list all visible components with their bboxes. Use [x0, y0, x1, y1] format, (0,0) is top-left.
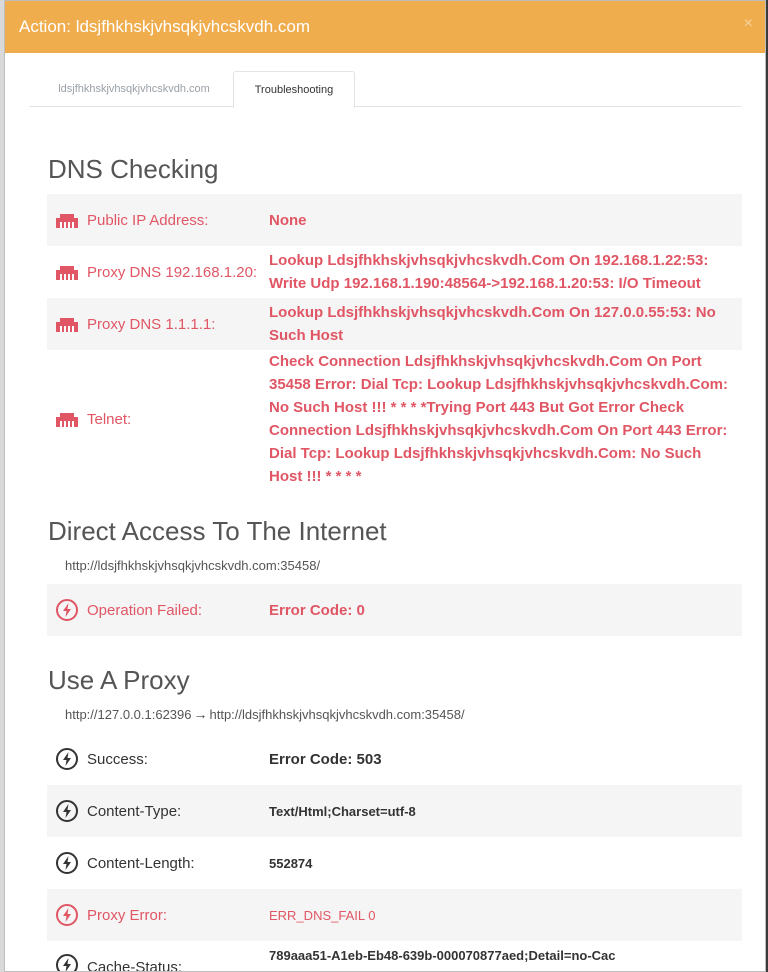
- modal-header: [5, 1, 765, 53]
- direct-url-text: http://ldsjfhkhskjvhsqkjvhcskvdh.com:35458/: [65, 558, 321, 573]
- proxy-section-title: Use A Proxy: [48, 665, 190, 695]
- success-value: Error Code: 503: [269, 750, 382, 768]
- bolt-circle-icon: [47, 903, 87, 927]
- content-length-value: 552874: [269, 855, 313, 871]
- operation-failed-label: Operation Failed:: [87, 601, 203, 619]
- proxy-error-value: ERR_DNS_FAIL 0: [269, 907, 376, 923]
- action-modal: [4, 0, 766, 972]
- public-ip-value: None: [269, 211, 307, 229]
- proxy-row-proxy-error: [47, 889, 742, 941]
- dns-row-public-ip: [47, 194, 742, 246]
- operation-failed-value: Error Code: 0: [269, 601, 365, 619]
- tab-domain[interactable]: ldsjfhkhskjvhsqkjvhcskvdh.com: [58, 83, 210, 95]
- proxy-row-success: [47, 733, 742, 785]
- proxy-url: [65, 706, 465, 722]
- proxy-row-content-type: [47, 785, 742, 837]
- proxy-row-content-length: [47, 837, 742, 889]
- arrow-right-icon: →: [193, 706, 208, 722]
- cache-status-label: Cache-Status:: [87, 959, 183, 972]
- proxy-dns-2-label: Proxy DNS 1.1.1.1:: [87, 315, 216, 333]
- ethernet-port-icon: [47, 211, 87, 229]
- direct-url: [65, 558, 320, 573]
- proxy-dns-1-label: Proxy DNS 192.168.1.20:: [87, 263, 258, 281]
- proxy-row-cache-status: [47, 941, 742, 972]
- proxy-dns-2-value: Lookup Ldsjfhkhskjvhsqkjvhcskvdh.Com On 127.0.0.55:53: No Such Host: [269, 304, 716, 344]
- success-label: Success:: [87, 750, 148, 768]
- direct-row-operation: [47, 584, 742, 636]
- dns-row-proxy-dns-2: [47, 298, 742, 350]
- bolt-circle-icon: [47, 947, 87, 972]
- bolt-circle-icon: [47, 747, 87, 771]
- close-icon[interactable]: ×: [743, 15, 753, 32]
- content-length-label: Content-Length:: [87, 854, 195, 872]
- dns-row-proxy-dns-1: [47, 246, 742, 298]
- dns-row-telnet: [47, 350, 742, 488]
- bolt-circle-icon: [47, 851, 87, 875]
- direct-section-title: Direct Access To The Internet: [48, 516, 387, 546]
- bolt-circle-icon: [47, 598, 87, 622]
- public-ip-label: Public IP Address:: [87, 211, 209, 229]
- telnet-label: Telnet:: [87, 410, 132, 428]
- proxy-dns-1-value: Lookup Ldsjfhkhskjvhsqkjvhcskvdh.Com On 192.168.1.22:53: Write Udp 192.168.1.190:48564->192.168.1.20:53: I/O Timeout: [269, 252, 709, 292]
- cache-status-value: 789aaa51-A1eb-Eb48-639b-000070877aed;Detail=no-Cac: [269, 948, 616, 963]
- tab-bar: [29, 71, 741, 107]
- modal-title: Action: ldsjfhkhskjvhsqkjvhcskvdh.com: [19, 17, 311, 36]
- ethernet-port-icon: [47, 315, 87, 333]
- dns-section-title: DNS Checking: [48, 154, 219, 184]
- ethernet-port-icon: [47, 263, 87, 281]
- content-type-value: Text/Html;Charset=utf-8: [269, 803, 416, 819]
- proxy-url-to: http://ldsjfhkhskjvhsqkjvhcskvdh.com:35458/: [209, 706, 465, 722]
- tab-troubleshooting[interactable]: Troubleshooting: [233, 71, 355, 108]
- proxy-url-from: http://127.0.0.1:62396: [65, 706, 192, 722]
- bolt-circle-icon: [47, 799, 87, 823]
- proxy-error-label: Proxy Error:: [87, 906, 168, 924]
- ethernet-port-icon: [47, 410, 87, 428]
- telnet-value: Check Connection Ldsjfhkhskjvhsqkjvhcskvdh.Com On Port 35458 Error: Dial Tcp: Lookup Ldsjfhkhskjvhsqkjvhcskvdh.Com: No Such Host !!! * * * *Trying Port 443 But Got Error Check Connection Ldsjfhkhskjvhsqkjvhcskvdh.Com On Port 443 Error: Dial Tcp: Lookup Ldsjfhkhskjvhsqkjvhcskvdh.Com: No Such Host !!! * * * *: [269, 353, 729, 485]
- content-type-label: Content-Type:: [87, 802, 182, 820]
